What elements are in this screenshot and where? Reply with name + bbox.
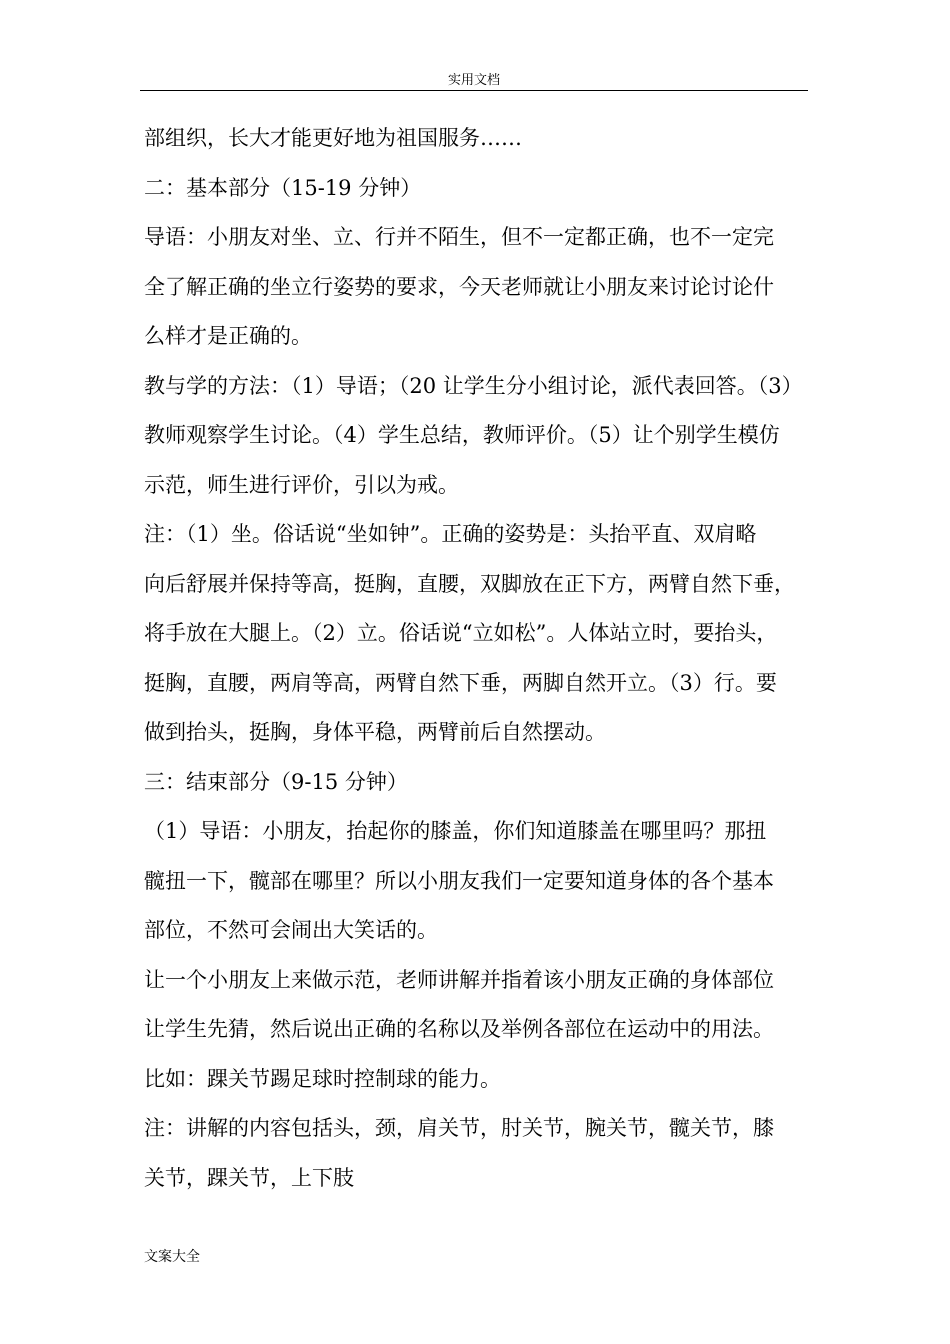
text-line: 比如：踝关节踢足球时控制球的能力。	[144, 1066, 501, 1091]
text-line: 向后舒展并保持等高，挺胸，直腰，双脚放在正下方，两臂自然下垂，	[144, 571, 795, 596]
text-line: 注：讲解的内容包括头，颈，肩关节，肘关节，腕关节，髋关节，膝	[144, 1116, 774, 1140]
text-line: 部组织，长大才能更好地为祖国服务……	[144, 126, 522, 150]
text-line: 挺胸，直腰，两肩等高，两臂自然下垂，两脚自然开立。（3）行。要	[144, 670, 777, 695]
text-line: 注：（1）坐。俗话说“坐如钟”。正确的姿势是：头抬平直、双肩略	[144, 522, 757, 546]
text-line: 部位，不然可会闹出大笑话的。	[144, 918, 438, 942]
section-heading-basic: 二：基本部分（15-19 分钟）	[144, 175, 422, 200]
text-line: 让学生先猜，然后说出正确的名称以及举例各部位在运动中的用法。	[144, 1017, 774, 1041]
page-footer: 文案大全	[144, 1249, 200, 1265]
section-heading-closing: 三：结束部分（9-15 分钟）	[144, 769, 408, 794]
text-line: 教师观察学生讨论。（4）学生总结，教师评价。（5）让个别学生模仿	[144, 423, 780, 447]
text-line: 示范，师生进行评价，引以为戒。	[144, 472, 459, 497]
text-line: 髋扭一下，髋部在哪里？所以小朋友我们一定要知道身体的各个基本	[144, 868, 774, 893]
document-body	[144, 114, 809, 1203]
text-line: 做到抬头，挺胸，身体平稳，两臂前后自然摆动。	[144, 720, 606, 744]
text-line: 全了解正确的坐立行姿势的要求，今天老师就让小朋友来讨论讨论什	[144, 274, 774, 299]
text-line: 导语：小朋友对坐、立、行并不陌生，但不一定都正确，也不一定完	[144, 225, 774, 249]
text-line: 教与学的方法：（1）导语；（20 让学生分小组讨论，派代表回答。（3）	[144, 373, 803, 398]
text-line: 将手放在大腿上。（2）立。俗话说“立如松”。人体站立时，要抬头，	[144, 621, 778, 645]
text-line: 么样才是正确的。	[144, 324, 312, 348]
text-line: （1）导语：小朋友，抬起你的膝盖，你们知道膝盖在哪里吗？那扭	[144, 819, 767, 843]
text-line: 关节，踝关节，上下肢	[144, 1165, 354, 1190]
text-line: 让一个小朋友上来做示范，老师讲解并指着该小朋友正确的身体部位	[144, 967, 774, 992]
page-header: 实用文档	[140, 72, 808, 91]
